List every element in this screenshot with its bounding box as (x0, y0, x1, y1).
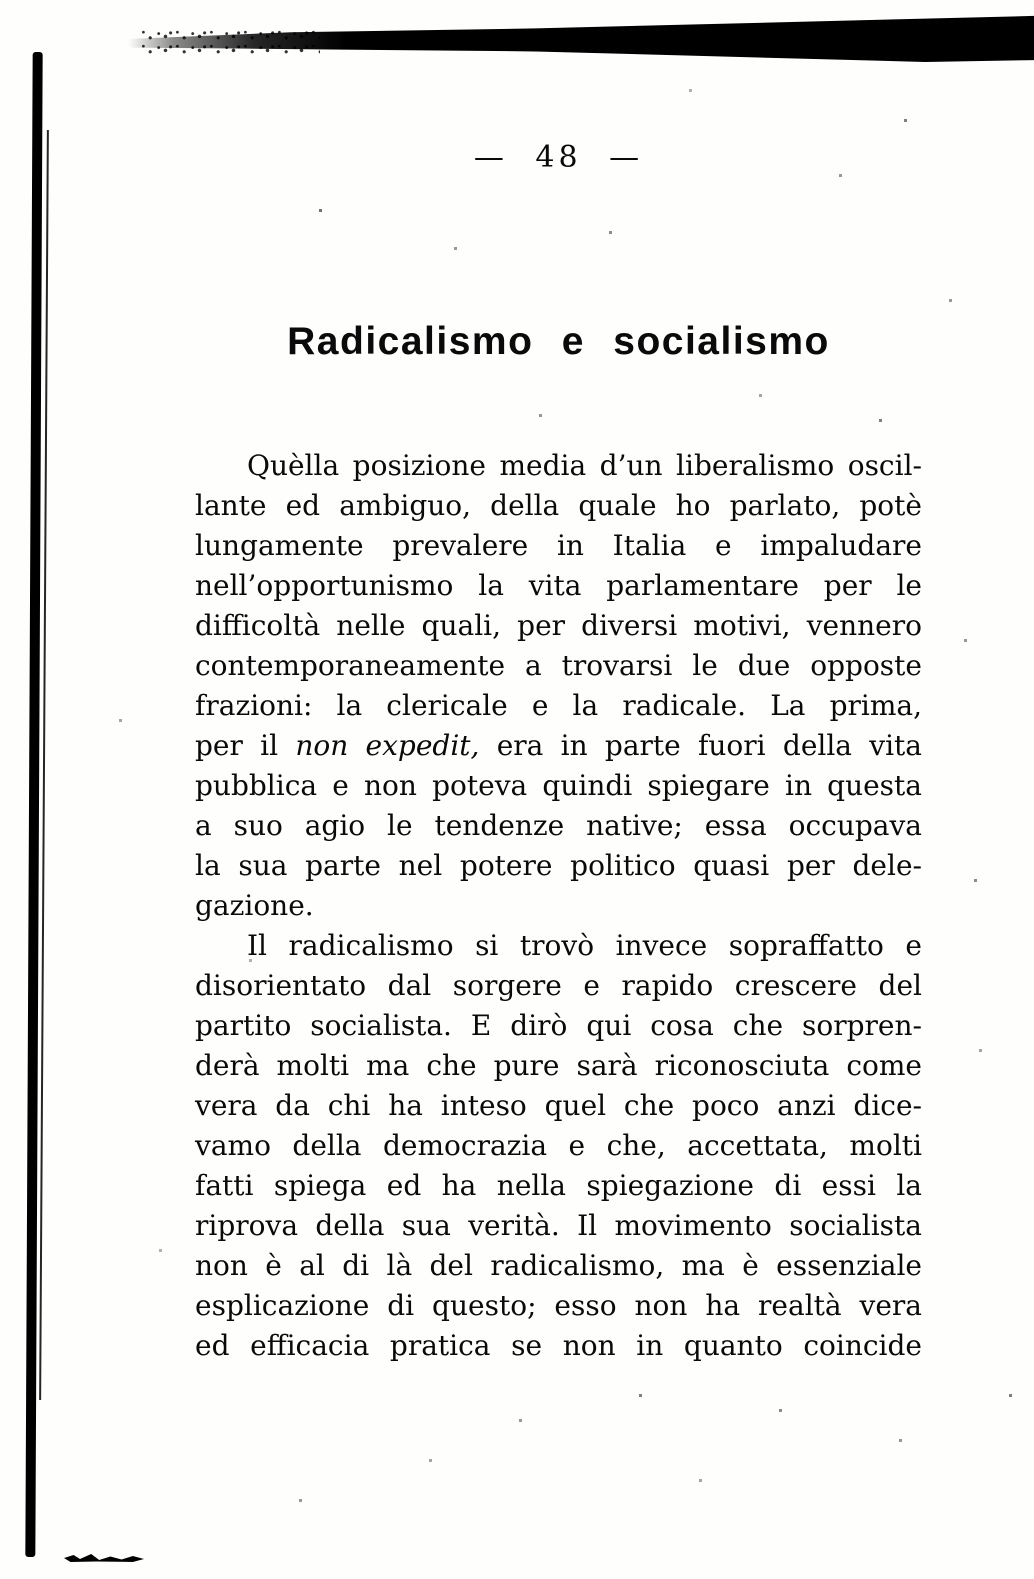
text-segment: non è al di là del radicalismo, ma è essenziale (195, 1249, 922, 1282)
text-line (195, 1046, 922, 1086)
paragraph (195, 446, 922, 926)
text-line (195, 766, 922, 806)
paragraph (195, 926, 922, 1366)
text-segment: difficoltà nelle quali, per diversi motivi, vennero (195, 609, 922, 642)
text-segment: pubblica e non poteva quindi spiegare in questa (195, 769, 922, 802)
text-line (195, 646, 922, 686)
text-segment: la sua parte nel potere politico quasi per dele- (195, 849, 922, 882)
text-line (195, 966, 922, 1006)
chapter-title: Radicalismo e socialismo (287, 320, 830, 363)
text-line (195, 1206, 922, 1246)
text-segment: contemporaneamente a trovarsi le due opposte (195, 649, 922, 682)
text-segment: esplicazione di questo; esso non ha realtà vera (195, 1289, 922, 1322)
scan-artifact-top-band-speckle (140, 28, 320, 54)
text-segment: riprova della sua verità. Il movimento socialista (195, 1209, 922, 1242)
text-line (195, 446, 922, 486)
text-segment: ed efficacia pratica se non in quanto coincide (195, 1329, 922, 1362)
text-line (195, 926, 922, 966)
text-segment: gazione. (195, 889, 314, 922)
text-segment: nell’opportunismo la vita parlamentare per le (195, 569, 922, 602)
italic-text: non expedit, (295, 729, 480, 762)
text-segment: fatti spiega ed ha nella spiegazione di essi la (195, 1169, 922, 1202)
text-segment: per il (195, 729, 296, 762)
text-line (195, 686, 922, 726)
text-line (195, 806, 922, 846)
text-line (195, 1326, 922, 1366)
text-segment: vamo della democrazia e che, accettata, molti (195, 1129, 922, 1162)
text-segment: partito socialista. E dirò qui cosa che sorpren- (195, 1009, 922, 1042)
text-segment: frazioni: la clericale e la radicale. La prima, (195, 689, 922, 722)
text-segment: derà molti ma che pure sarà riconosciuta come (195, 1049, 922, 1082)
text-line (195, 1166, 922, 1206)
text-line (195, 1006, 922, 1046)
body-text (195, 446, 922, 1366)
text-line (195, 846, 922, 886)
text-line (195, 1286, 922, 1326)
text-segment: Quèlla posizione media d’un liberalismo oscil- (247, 449, 922, 482)
text-segment: lungamente prevalere in Italia e impaludare (195, 529, 922, 562)
text-segment: Il radicalismo si trovò invece sopraffatto e (247, 929, 922, 962)
text-line (195, 566, 922, 606)
text-segment: lante ed ambiguo, della quale ho parlato, potè (195, 489, 922, 522)
scan-noise (0, 0, 1, 1)
text-line (195, 1086, 922, 1126)
text-line (195, 726, 922, 766)
text-line (195, 606, 922, 646)
text-line (195, 486, 922, 526)
text-line (195, 886, 922, 926)
text-segment: a suo agio le tendenze native; essa occupava (195, 809, 922, 842)
page-number: — 48 — (473, 140, 644, 175)
text-segment: era in parte fuori della vita (479, 729, 922, 762)
text-segment: disorientato dal sorgere e rapido crescere del (195, 969, 922, 1002)
text-line (195, 1126, 922, 1166)
text-segment: vera da chi ha inteso quel che poco anzi dice- (195, 1089, 922, 1122)
text-line (195, 1246, 922, 1286)
text-line (195, 526, 922, 566)
scan-artifact-bottom-blob (64, 1552, 144, 1562)
